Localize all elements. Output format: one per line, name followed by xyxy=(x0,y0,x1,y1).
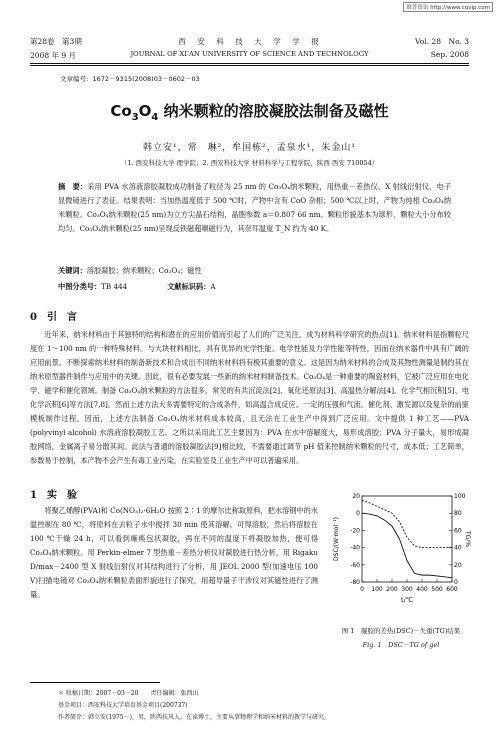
header-rule-2 xyxy=(30,65,469,66)
x-tick-label: 200 xyxy=(386,586,398,593)
footnote-rule xyxy=(30,682,160,683)
y-left-tick-label: 0 xyxy=(356,510,360,518)
section-heading-experiment: 1 实 验 xyxy=(30,490,77,501)
intro-paragraph: 近年来，纳米材料由于其独特的结构和潜在的应用价值而引起了人们的广泛关注，成为材料科学研究的热点[1]。纳米材料是指颗粒尺度在 1～100 nm 的一种特殊材料。与大块材料相比，具有优异的光学性能、电学性能及力学性能等特性，因而在纳米器件中具有广阔的应用前景。不断探索纳米材料的制备新技术和合成出不同纳米材料将有极其重要的意义。这是因为纳米材料的合成及其物性测量是制约其在纳米原型器件制作与应用中的关键。因此，很有必要发展一些新的纳米材料制备技术。Co₃O₄是一种重要的陶瓷材料，它被广泛应用在电化学、磁学和催化领域。制备 Co₃O₄纳米颗粒的方法很多，常见的有共沉淀法[2]、氧化还原法[3]、高温热分解法[4]、化学气相沉积[5]、电化学沉积[6]等方法[7,8]。然而上述方法大多需要特定的合成条件，如高温合成反应、一定的压强和气流、催化剂、激发源以及复杂的前驱模板制作过程，因而，上述方法制备 Co₃O₄纳米材料成本较高，且无法在工业生产中得到广泛应用。文中提供 1 种工艺——PVA (polyvinyl alcohol) 水溶液溶胶凝胶工艺。之所以采用此工艺主要因为：PVA 在水中溶解度大，易形成溶胶；PVA 分子量大，易形成凝胶网络，金属离子易分散其间。此法与普通的溶胶凝胶法[9]相比较，不需要通过调节 pH 值来控制纳米颗粒的尺寸，成本低；工艺简单，参数易于控制，本产物不会产生有毒工业污染，在实验室及工业生产中可以普遍采用。 xyxy=(30,330,469,465)
y-right-tick-label: 40 xyxy=(454,544,462,552)
y-left-tick-label: -60 xyxy=(350,561,360,569)
y-right-tick-label: 100 xyxy=(454,493,466,500)
y-right-tick-label: 20 xyxy=(454,561,462,569)
x-tick-label: 300 xyxy=(401,586,413,593)
y-right-axis-label: TG/% xyxy=(464,530,471,548)
volume-issue-cn: 第28卷 第3期 xyxy=(30,37,82,46)
keywords: 关键词：溶胶凝胶；纳米颗粒；Co₃O₄；磁性 xyxy=(58,266,202,275)
series-line-1 xyxy=(362,513,452,578)
experiment-paragraph: 将聚乙烯醇(PVA)和 Co(NO₃)₂·6H₂O 按照 2∶1 的摩尔比称取原料，把水溶钢中的水温控制在 80 ℃，将原料在去粒子水中搅拌 30 min 使其溶解，可得溶胶，然后将溶胶在 100 ℃干燥 24 h，可以看到瘫痪包状凝胶，再在不同的温度下将凝胶加热，便可得 Co₃O₄纳米颗粒。用 Perkin-elmer 7 型热重－差热分析仪对凝胶进行热分析，用 Rigaku D/max－2400 型 X 射线衍射仪对其结构进行了分析，用 JEOL 2000 型(加速电压 100 V)扫描电镜对 Co₃O₄纳米颗粒表面形貌进行了探究，用超导量子干涉仪对其磁性进行了测量。 xyxy=(30,506,318,599)
x-tick-label: 0 xyxy=(360,586,364,593)
x-tick-label: 400 xyxy=(416,586,428,593)
affiliation: （1. 西安科技大学 理学院；2. 西安科技大学 材料科学与工程学院，陕西 西安 710054） xyxy=(120,159,379,167)
y-left-tick-label: -80 xyxy=(350,579,360,586)
y-left-axis-label: DSC/(W·mol⁻¹) xyxy=(333,517,340,561)
x-tick-label: 500 xyxy=(431,586,443,593)
section-heading-intro: 0 引 言 xyxy=(30,312,77,323)
figure-caption-en: Fig. 1 DSC－TG of gel xyxy=(362,641,440,649)
figure-caption-cn: 图 1 凝胶的差热(DSC)－失重(TG)结果 xyxy=(341,627,461,635)
x-tick-label: 100 xyxy=(371,586,383,593)
article-number: 文章编号：1672－9315(2008)03－0602－03 xyxy=(60,75,200,83)
y-right-tick-label: 60 xyxy=(454,527,462,535)
journal-name-en: JOURNAL OF XI'AN UNIVERSITY OF SCIENCE AND TECHNOLOGY xyxy=(130,50,369,58)
y-left-tick-label: 20 xyxy=(352,493,360,500)
classification: 中图分类号：TB 444 文献标识码：A xyxy=(58,282,216,291)
x-axis-label: t/℃ xyxy=(400,596,414,604)
x-tick-label: 600 xyxy=(446,586,458,593)
footnote-author: 作者简介：韩立安(1975－)，男，陕西扶风人，在读博士，主要从事物理学和纳米材料的教学与研究。 xyxy=(58,714,330,721)
y-right-tick-label: 80 xyxy=(454,510,462,518)
y-left-tick-label: -40 xyxy=(350,544,360,552)
watermark-stamp: 维普资讯 http://www.cqvip.com xyxy=(403,2,493,12)
footnote-fund: 基金项目：西安科技大学培育基金项目(200737) xyxy=(58,702,188,709)
journal-name-cn: 西 安 科 技 大 学 学 报 xyxy=(178,37,321,46)
series-line-2 xyxy=(362,500,452,547)
volume-issue-en: Vol. 28 No. 3 xyxy=(415,37,469,46)
dsc-tg-chart xyxy=(330,486,470,616)
footnote-received: ＊ 收稿日期：2007－03－20 责任编辑：张西山 xyxy=(58,690,199,697)
abstract: 摘 要：采用 PVA 水溶液溶胶凝胶成功制备了粒径为 25 nm 的 Co₃O₄纳米颗粒，用热重－差热仪、X 射线衍射仪、电子显微镜进行了表征。结果表明：当加热温度低于 500 ℃时，产物中含有 CoO 杂相；500 ℃以上时，产物为纯相 Co₃O₄纳米颗粒。Co₃O₄纳米颗粒(25 nm)为立方尖晶石结构，晶胞参数 a＝0.807 66 nm。颗粒形貌基本为球形，颗粒大小分布较均匀。Co₃O₄纳米颗粒(25 nm)呈现反铁磁超顺磁行为，其奈耳温度 T_N 约为 40 K。 xyxy=(58,182,451,233)
y-left-tick-label: -20 xyxy=(350,527,360,535)
paper-title: $Co_3O_4$ 纳米颗粒的溶胶凝胶法制备及磁性 xyxy=(110,102,389,123)
authors: 韩立安¹，常 琳²，牟国栋²，孟泉水¹，朱金山¹ xyxy=(142,143,357,153)
chart-frame xyxy=(362,496,452,582)
y-right-tick-label: 0 xyxy=(454,579,458,586)
date-cn: 2008 年 9 月 xyxy=(30,51,77,60)
header-rule xyxy=(30,63,469,64)
date-en: Sep. 2008 xyxy=(430,50,469,59)
running-header xyxy=(30,36,469,66)
